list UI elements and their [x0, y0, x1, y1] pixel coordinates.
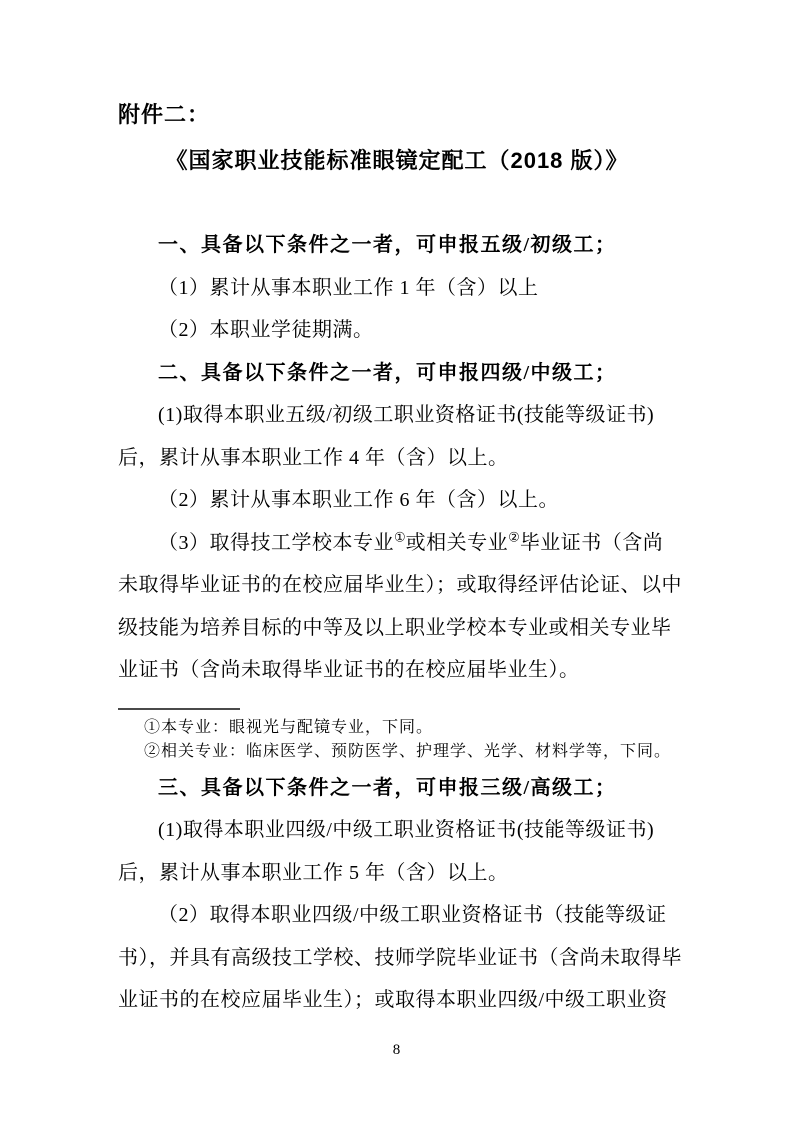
section-heading: 三、具备以下条件之一者，可申报三级/高级工；: [158, 776, 617, 799]
body-section-2: [118, 767, 682, 1022]
text-line: 书），并具有高级技工学校、技师学院毕业证书（含尚未取得毕: [118, 946, 682, 969]
text-line: （3）取得技工学校本专业①或相关专业②毕业证书（含尚: [158, 528, 664, 554]
text-line: (1)取得本职业五级/初级工职业资格证书(技能等级证书): [158, 404, 655, 426]
text-line: （2）取得本职业四级/中级工职业资格证书（技能等级证: [158, 904, 667, 926]
text-line: (1)取得本职业四级/中级工职业资格证书(技能等级证书): [158, 819, 655, 841]
page-number: 8: [392, 1042, 401, 1058]
text-line: （1）累计从事本职业工作 1 年（含）以上: [158, 276, 539, 299]
text-line: （2）本职业学徒期满。: [158, 319, 374, 341]
footnotes-block: [118, 716, 676, 764]
text-line: 业证书（含尚未取得毕业证书的在校应届毕业生）。: [118, 659, 580, 681]
document-title: 《国家职业技能标准眼镜定配工（2018 版）》: [165, 148, 629, 173]
text-line: 未取得毕业证书的在校应届毕业生）；或取得经评估论证、以中: [118, 574, 682, 596]
text-line: 后，累计从事本职业工作 4 年（含）以上。: [118, 446, 509, 469]
text-line: 后，累计从事本职业工作 5 年（含）以上。: [118, 861, 509, 884]
text-line: 级技能为培养目标的中等及以上职业学校本专业或相关专业毕: [118, 616, 672, 639]
text-line: 业证书的在校应届毕业生）；或取得本职业四级/中级工职业资: [118, 989, 668, 1011]
footnote-divider: [118, 708, 240, 710]
section-heading: 一、具备以下条件之一者，可申报五级/初级工；: [158, 234, 617, 256]
footnote-line: ①本专业：眼视光与配镜专业，下同。: [144, 718, 434, 736]
body-section-1: [118, 224, 682, 692]
text-line: （2）累计从事本职业工作 6 年（含）以上。: [158, 489, 559, 511]
footnote-ref: ②: [508, 528, 520, 544]
footnote-line: ②相关专业：临床医学、预防医学、护理学、光学、材料学等，下同。: [144, 742, 672, 760]
footnote-ref: ①: [394, 528, 406, 544]
section-heading: 二、具备以下条件之一者，可申报四级/中级工；: [158, 361, 617, 384]
attachment-label: 附件二：: [118, 102, 211, 127]
